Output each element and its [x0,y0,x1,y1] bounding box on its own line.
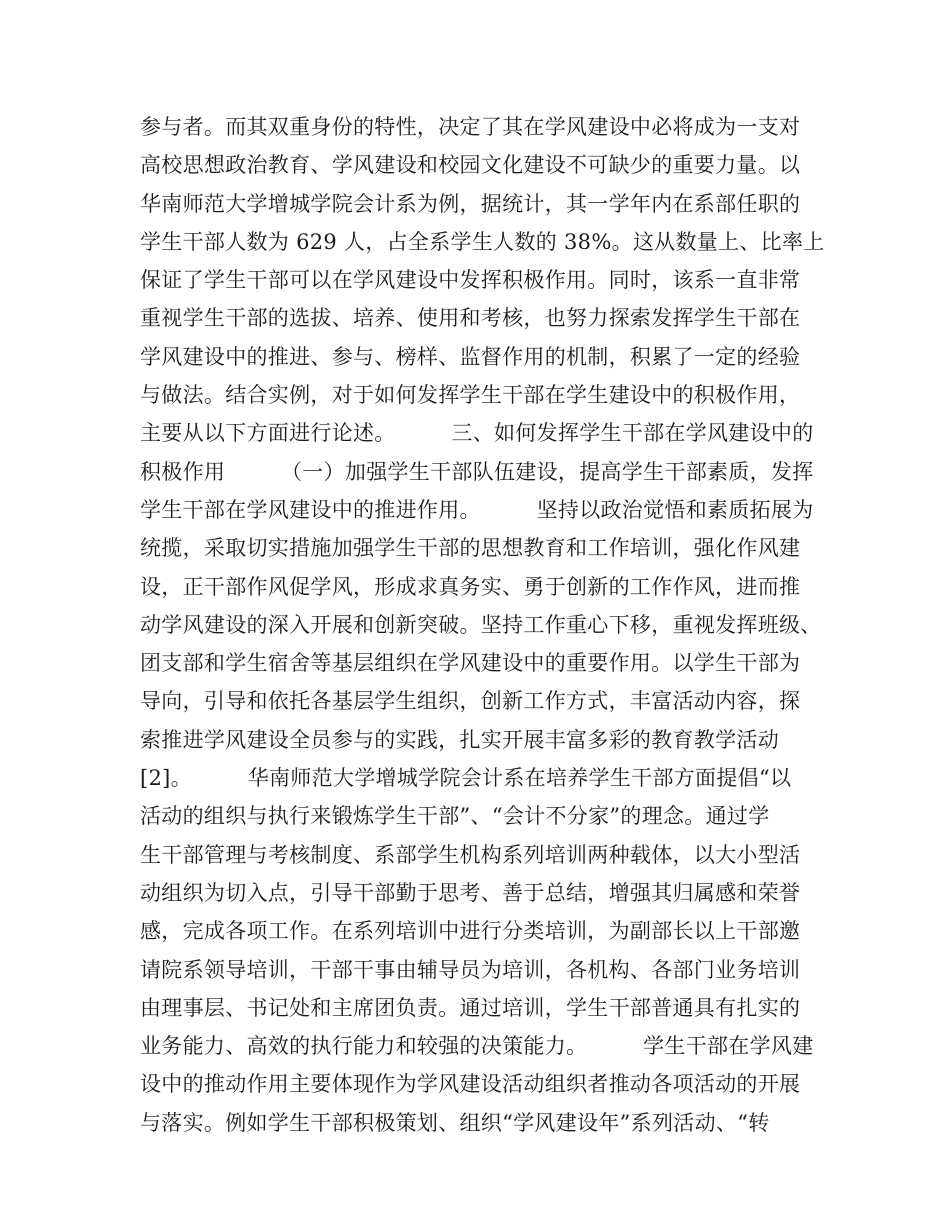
text-line: 华南师范大学增城学院会计系为例，据统计，其一学年内在系部任职的 [140,191,801,216]
text-line: 与落实。例如学生干部积极策划、组织“学风建设年”系列活动、“转 [140,1110,770,1135]
text-line: 学生干部人数为 629 人，占全系学生人数的 38%。这从数量上、比率上 [140,229,825,254]
body-text [140,108,830,1142]
text-line: 业务能力、高效的执行能力和较强的决策能力。 学生干部在学风建 [140,1034,814,1059]
text-line: 重视学生干部的选拔、培养、使用和考核，也努力探索发挥学生干部在 [140,306,801,331]
text-line: 设中的推动作用主要体现作为学风建设活动组织者推动各项活动的开展 [140,1072,801,1097]
text-line: 动组织为切入点，引导干部勤于思考、善于总结，增强其归属感和荣誉 [140,880,801,905]
text-line: 高校思想政治教育、学风建设和校园文化建设不可缺少的重要力量。以 [140,153,801,178]
text-line: 生干部管理与考核制度、系部学生机构系列培训两种载体，以大小型活 [140,842,801,867]
text-line: 由理事层、书记处和主席团负责。通过培训，学生干部普通具有扎实的 [140,995,801,1020]
text-line: 保证了学生干部可以在学风建设中发挥积极作用。同时，该系一直非常 [140,268,801,293]
text-line: 团支部和学生宿舍等基层组织在学风建设中的重要作用。以学生干部为 [140,651,801,676]
text-line: 统揽，采取切实措施加强学生干部的思想教育和工作培训，强化作风建 [140,536,801,561]
text-line: [2]。 华南师范大学增城学院会计系在培养学生干部方面提倡“以 [140,766,792,791]
text-line: 索推进学风建设全员参与的实践，扎实开展丰富多彩的教育教学活动 [140,727,779,752]
text-line: 导向，引导和依托各基层学生组织，创新工作方式，丰富活动内容，探 [140,689,801,714]
text-line: 学生干部在学风建设中的推进作用。 坚持以政治觉悟和素质拓展为 [140,497,814,522]
text-line: 与做法。结合实例，对于如何发挥学生干部在学生建设中的积极作用， [140,383,801,408]
text-line: 感，完成各项工作。在系列培训中进行分类培训，为副部长以上干部邀 [140,919,801,944]
text-line: 设，正干部作风促学风，形成求真务实、勇于创新的工作作风，进而推 [140,574,801,599]
text-line: 请院系领导培训，干部干事由辅导员为培训，各机构、各部门业务培训 [140,957,801,982]
text-line: 学风建设中的推进、参与、榜样、监督作用的机制，积累了一定的经验 [140,344,801,369]
text-line: 主要从以下方面进行论述。 三、如何发挥学生干部在学风建设中的 [140,421,814,446]
text-line: 活动的组织与执行来锻炼学生干部”、“会计不分家”的理念。通过学 [140,804,770,829]
text-line: 参与者。而其双重身份的特性，决定了其在学风建设中必将成为一支对 [140,115,801,139]
text-line: 积极作用 （一）加强学生干部队伍建设，提高学生干部素质，发挥 [140,459,814,484]
text-line: 动学风建设的深入开展和创新突破。坚持工作重心下移，重视发挥班级、 [140,612,822,637]
